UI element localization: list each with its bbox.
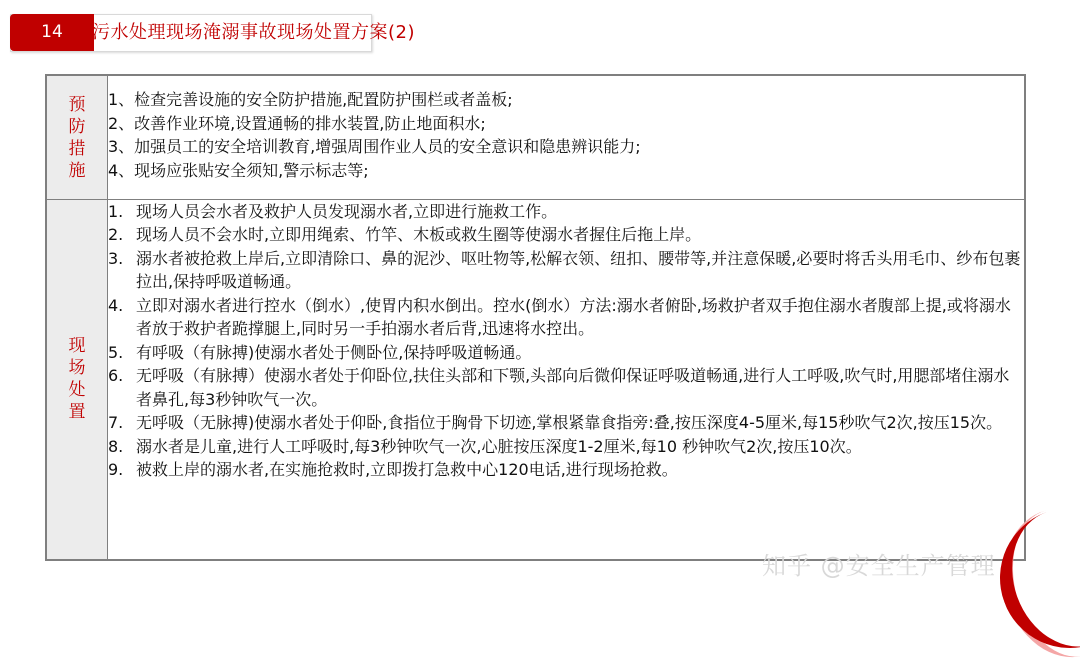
- response-label-cell: [46, 199, 108, 560]
- prevention-label: 预防措施: [68, 95, 86, 181]
- list-item: [108, 364, 1024, 411]
- list-item: [108, 341, 1024, 365]
- prevention-item: 1、检查完善设施的安全防护措施,配置防护围栏或者盖板;: [108, 90, 513, 109]
- page-title: 污水处理现场淹溺事故现场处置方案(2): [92, 22, 415, 43]
- plan-table: [45, 74, 1026, 561]
- item-number: 6.: [108, 366, 124, 385]
- prevention-row: [46, 75, 1025, 199]
- item-number: 7.: [108, 413, 124, 432]
- item-text: 无呼吸（无脉搏)使溺水者处于仰卧,食指位于胸骨下切迹,掌根紧靠食指旁:叠,按压深度4-5厘米,每15秒吹气2次,按压15次。: [136, 413, 1003, 432]
- item-text: 被救上岸的溺水者,在实施抢救时,立即拨打急救中心120电话,进行现场抢救。: [136, 460, 678, 479]
- response-row: [46, 199, 1025, 560]
- item-number: 8.: [108, 436, 124, 456]
- item-text: 现场人员会水者及救护人员发现溺水者,立即进行施救工作。: [136, 201, 558, 221]
- list-item: [108, 294, 1024, 341]
- item-text: 溺水者是儿童,进行人工呼吸时,每3秒钟吹气一次,心脏按压深度1-2厘米,每10 秒钟吹气2次,按压10次。: [136, 436, 862, 456]
- item-text: 有呼吸（有脉搏)使溺水者处于侧卧位,保持呼吸道畅通。: [136, 342, 532, 362]
- list-item: [108, 458, 1024, 482]
- prevention-item: 2、改善作业环境,设置通畅的排水装置,防止地面积水;: [108, 113, 486, 133]
- prevention-item: 3、加强员工的安全培训教育,增强周围作业人员的安全意识和隐患辨识能力;: [108, 137, 641, 156]
- item-number: 9.: [108, 460, 124, 479]
- list-item: [108, 223, 1024, 247]
- item-text: 立即对溺水者进行控水（倒水）,使胃内积水倒出。控水(倒水）方法:溺水者俯卧,场救护者双手抱住溺水者腹部上提,或将溺水者放于救护者跪撑腿上,同时另一手拍溺水者后背,迅速将水控出。: [136, 295, 1011, 338]
- prevention-item: 4、现场应张贴安全须知,警示标志等;: [108, 160, 369, 180]
- list-item: [108, 435, 1024, 459]
- item-number: 4.: [108, 295, 124, 315]
- item-text: 溺水者被抢救上岸后,立即清除口、鼻的泥沙、呕吐物等,松解衣领、纽扣、腰带等,并注意保暖,必要时将舌头用毛巾、纱布包裹拉出,保持呼吸道畅通。: [136, 248, 1021, 291]
- response-content: [108, 199, 1026, 560]
- list-item: [108, 411, 1024, 435]
- prevention-content: [108, 75, 1026, 199]
- item-number: 3.: [108, 248, 124, 268]
- item-number: 5.: [108, 342, 124, 362]
- list-item: [108, 247, 1024, 294]
- prevention-label-cell: [46, 75, 108, 199]
- item-number: 2.: [108, 225, 124, 244]
- item-text: 无呼吸（有脉搏）使溺水者处于仰卧位,扶住头部和下颚,头部向后微仰保证呼吸道畅通,进行人工呼吸,吹气时,用腮部堵住溺水者鼻孔,每3秒钟吹气一次。: [136, 366, 1010, 409]
- item-number: 1.: [108, 201, 124, 221]
- response-label: 现场处置: [68, 336, 86, 423]
- response-list: [108, 200, 1024, 482]
- list-item: [108, 200, 1024, 224]
- item-text: 现场人员不会水时,立即用绳索、竹竿、木板或救生圈等使溺水者握住后拖上岸。: [136, 225, 702, 244]
- watermark: 知乎 @安全生产管理: [762, 552, 996, 580]
- slide-number-badge: 14: [10, 14, 94, 51]
